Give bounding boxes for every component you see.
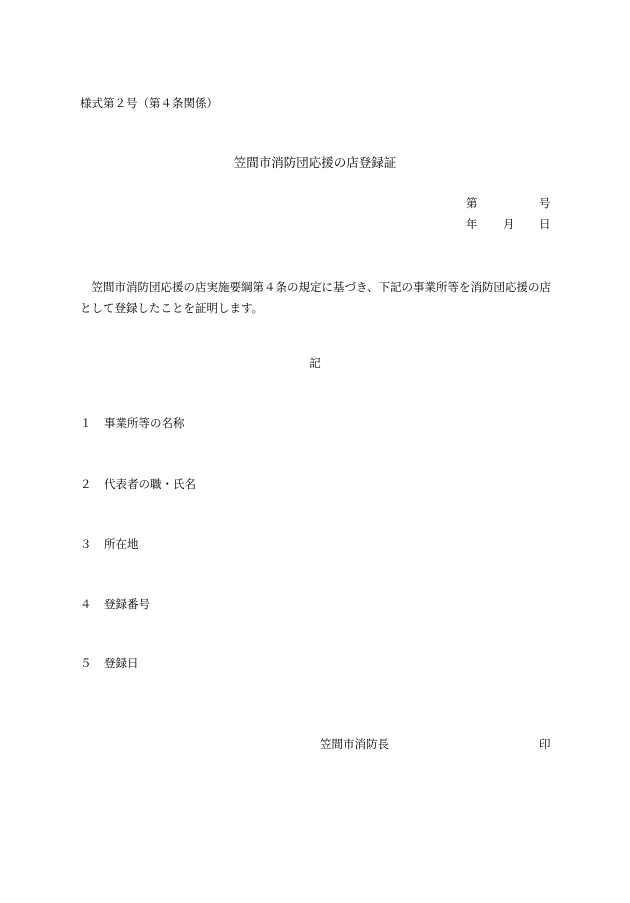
date-year-label: 年 [466,217,478,231]
date-day-label: 日 [539,217,551,231]
item-label: 登録番号 [104,597,150,611]
document-title: 笠間市消防団応援の店登録証 [233,155,397,170]
item-label: 事業所等の名称 [104,416,185,430]
list-item [80,539,139,551]
certification-body-text: 笠間市消防団応援の店実施要綱第４条の規定に基づき、下記の事業所等を消防団応援の店として登録したことを証明します。 [80,280,552,315]
issuer-name: 笠間市消防長 [320,737,389,751]
list-item [80,479,196,491]
item-number: ４ [80,597,92,611]
list-item [80,599,150,611]
item-label: 所在地 [104,537,139,551]
registration-number-suffix: 号 [539,196,551,210]
item-label: 代表者の職・氏名 [104,477,196,491]
item-number: ５ [80,656,92,670]
date-month-label: 月 [503,217,515,231]
list-item [80,658,139,670]
item-number: ２ [80,477,92,491]
seal-mark: 印 [539,737,551,751]
item-label: 登録日 [104,656,139,670]
ki-heading: 記 [309,356,321,370]
list-item [80,418,185,430]
registration-number-prefix: 第 [466,196,478,210]
form-number-label: 様式第２号（第４条関係） [80,96,218,110]
item-number: １ [80,416,92,430]
item-number: ３ [80,537,92,551]
